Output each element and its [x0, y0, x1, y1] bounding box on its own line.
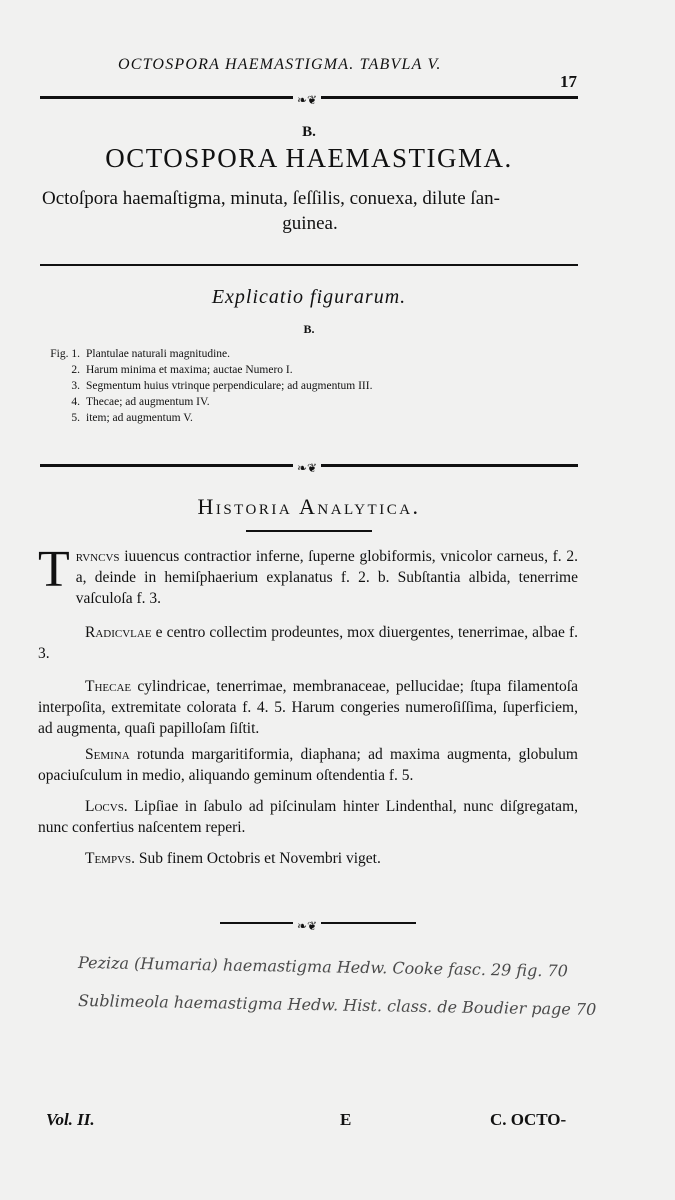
paragraph-lead: Tempvs.: [85, 850, 136, 867]
paragraph-text: Lipſiae in ſabulo ad piſcinulam hinter Lindenthal, nunc diſgregatam, nunc confertius naſcentem reperi.: [38, 798, 578, 836]
historia-underline: [246, 530, 372, 532]
historia-paragraph-radiculae: [38, 622, 578, 664]
paragraph-lead: rvncvs: [75, 548, 120, 565]
paragraph-text: iuuencus contractior inferne, ſuperne globiformis, vnicolor carneus, f. 2. a, deinde in hemiſphaerium explanatus f. 2. b. Subſtantia albida, tenerrime vaſculoſa f. 3.: [75, 548, 578, 607]
figure-item: [38, 394, 372, 410]
paragraph-text: Sub finem Octobris et Novembri viget.: [135, 850, 381, 867]
figure-text: Plantulae naturali magnitudine.: [86, 348, 231, 360]
figure-text: item; ad augmentum V.: [86, 412, 193, 424]
footer-volume: Vol. II.: [46, 1110, 95, 1129]
figure-text: Harum minima et maxima; auctae Numero I.: [86, 364, 293, 376]
paragraph-lead: Radicvlae: [85, 624, 152, 641]
figure-label: 5.: [71, 412, 80, 424]
running-head-title: OCTOSPORA HAEMASTIGMA. TABVLA V.: [118, 56, 442, 73]
drop-cap: T: [38, 541, 70, 598]
paragraph-text: cylindricae, tenerrimae, membranaceae, pellucidae; ſtupa filamentoſa interpoſita, extremitate colorata f. 4. 5. Harum congeries numeroſiſſima, ſuperficiem, ad augmenta, quaſi papilloſam ſiſtit.: [38, 678, 578, 737]
figure-label: 4.: [71, 396, 80, 408]
historia-paragraph-thecae: [38, 676, 578, 739]
paragraph-text: e centro collectim prodeuntes, mox diuergentes, tenerrimae, albae f. 3.: [38, 624, 578, 662]
figure-label: 3.: [71, 380, 80, 392]
historia-paragraph-locus: [38, 796, 578, 838]
figure-label: 2.: [71, 364, 80, 376]
paragraph-text: rotunda margaritiformia, diaphana; ad maxima augmenta, globulum opaciuſculum in medio, aliquando geminum oſtendentia f. 5.: [38, 746, 578, 784]
species-description: [42, 186, 578, 236]
paragraph-lead: Locvs.: [85, 798, 128, 815]
figure-item: [38, 346, 372, 362]
historia-paragraph-truncus: [38, 541, 578, 609]
handwritten-note-2: Sublimeola haemastigma Hedw. Hist. class. de Boudier page 70: [77, 990, 597, 1019]
figure-list: [38, 346, 372, 426]
section-letter: B.: [302, 124, 316, 140]
figure-label: Fig. 1.: [50, 348, 80, 360]
figure-item: [38, 362, 372, 378]
divider-rule: [40, 264, 578, 266]
footer-signature-mark: E: [340, 1110, 352, 1129]
figure-text: Thecae; ad augmentum IV.: [86, 396, 210, 408]
historia-heading: Historia Analytica.: [197, 494, 421, 519]
explicatio-heading: Explicatio figurarum.: [211, 286, 407, 308]
historia-paragraph-semina: [38, 744, 578, 786]
figure-item: [38, 410, 372, 426]
paragraph-lead: Semina: [85, 746, 130, 763]
bottom-ornament-icon: ❧❦: [293, 917, 321, 935]
historia-paragraph-tempus: [38, 848, 578, 869]
description-line-2: guinea.: [282, 213, 338, 234]
page-title: OCTOSPORA HAEMASTIGMA.: [105, 143, 513, 173]
figure-text: Segmentum huius vtrinque perpendiculare; ad augmentum III.: [86, 380, 373, 392]
page-number: 17: [560, 72, 577, 91]
footer-catchword: C. OCTO-: [490, 1110, 567, 1129]
description-line-1: Octoſpora haemaſtigma, minuta, ſeſſilis, conuexa, dilute ſan-: [42, 188, 500, 209]
paragraph-lead: Thecae: [85, 678, 132, 695]
figure-item: [38, 378, 372, 394]
explicatio-sub-letter: B.: [303, 322, 315, 336]
handwritten-note-1: Pezizа (Humaria) haemastigma Hedw. Cooke fasc. 29 fig. 70: [77, 952, 569, 981]
top-ornament-icon: ❧❦: [293, 91, 321, 109]
middle-ornament-icon: ❧❦: [293, 459, 321, 477]
